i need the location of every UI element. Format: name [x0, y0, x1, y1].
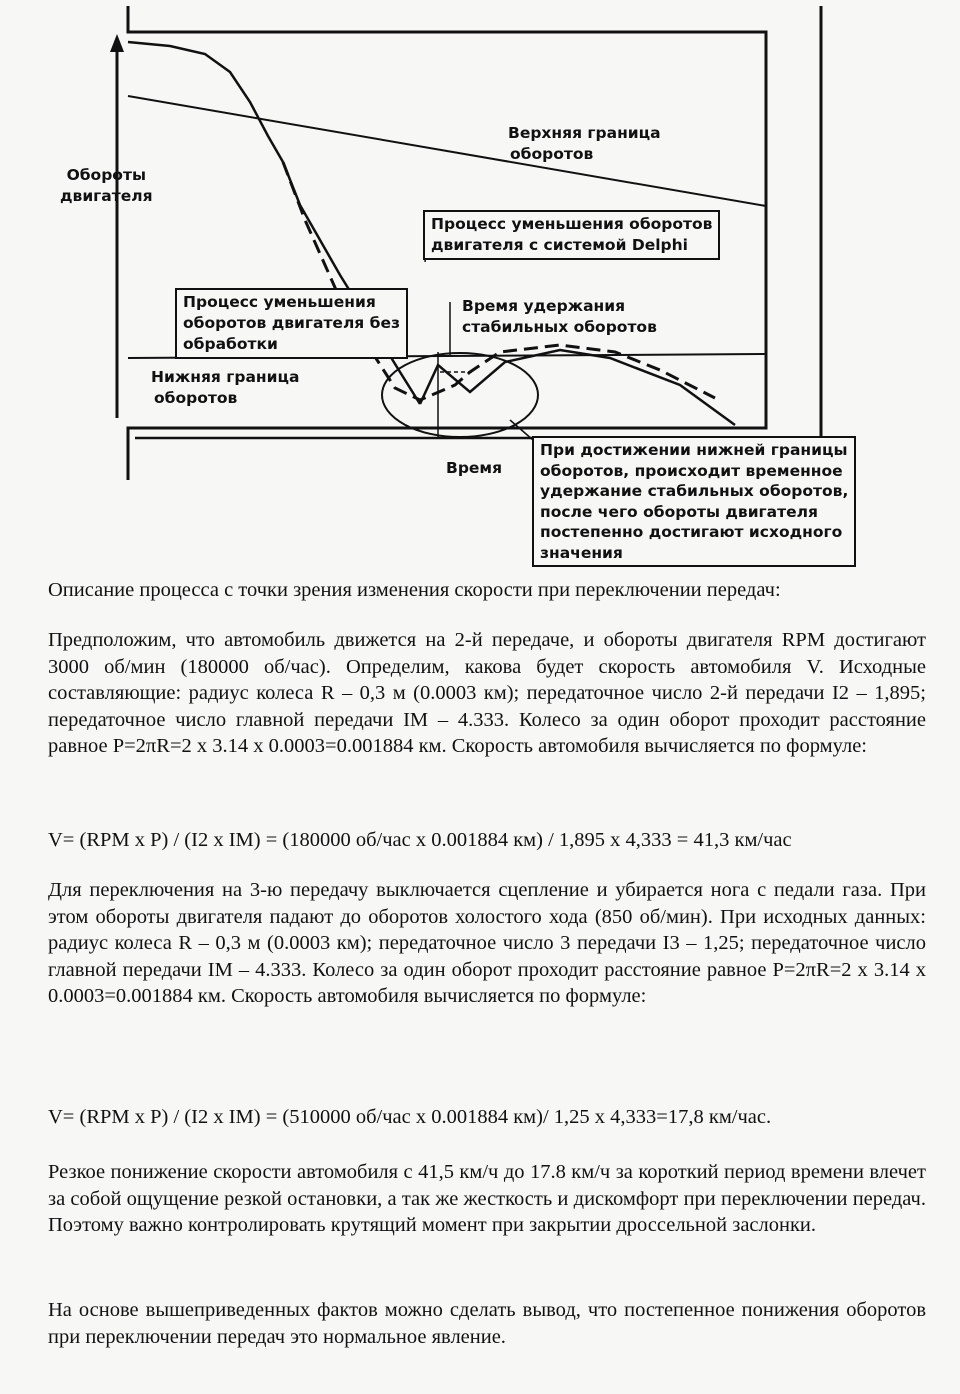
- paragraph-conclusion: На основе вышеприведенных фактов можно сделать вывод, что постепенное понижения оборотов при переключении передач это нормальное явление.: [48, 1299, 926, 1348]
- y-axis-label: Обороты двигателя: [60, 166, 153, 205]
- x-axis-label: Время: [446, 459, 503, 477]
- section-heading: Описание процесса с точки зрения изменения скорости при переключении передач:: [48, 579, 781, 601]
- formula-gear3: V= (RPM x P) / (I2 x IM) = (510000 об/час x 0.001884 км)/ 1,25 x 4,333=17,8 км/час.: [48, 1106, 772, 1128]
- stable-hold-label: Время удержания стабильных оборотов: [462, 297, 657, 336]
- note-label: При достижении нижней границы оборотов, происходит временное удержание стабильных оборотов, после чего обороты двигателя постепенно достигают исходного значения: [532, 436, 856, 567]
- rpm-curve-hold: [420, 350, 735, 425]
- paragraph-gear2: Предположим, что автомобиль движется на 2-й передаче, и обороты двигателя RPM достигают 3000 об/мин (180000 об/час). Определим, какова будет скорость автомобиля V. Исходные составляющие: радиус колеса R – 0,3 м (0.0003 км); передаточное число 2-й передачи I2 – 1,895; передаточное число главной передачи IM – 4.333. Колесо за один оборот проходит расстояние равное P=2πR=2 x 3.14 x 0.0003=0.001884 км. Скорость автомобиля вычисляется по формуле:: [48, 629, 926, 757]
- rpm-curve-top: [128, 42, 283, 162]
- paragraph-speed-drop: Резкое понижение скорости автомобиля с 41,5 км/ч до 17.8 км/ч за короткий период времени влечет за собой ощущение резкой остановки, а так же жесткость и дискомфорт при переключении передач. Поэтому важно контролировать крутящий момент при закрытии дроссельной заслонки.: [48, 1161, 926, 1236]
- lower-limit-label: Нижняя граница оборотов: [148, 367, 302, 409]
- paragraph-gear3: Для переключения на 3-ю передачу выключается сцепление и убирается нога с педали газа. При этом обороты двигателя падают до оборотов холостого хода (850 об/мин). При исходных данных: радиус колеса R – 0,3 м (0.0003 км); передаточное число 3 передачи I3 – 1,25; передаточное число главной передачи IM – 4.333. Колесо за один оборот проходит расстояние равное P=2πR=2 x 3.14 x 0.0003=0.001884 км. Скорость автомобиля вычисляется по формуле:: [48, 879, 926, 1007]
- upper-limit-line: [128, 96, 766, 206]
- rpm-curve-delphi: [283, 162, 715, 400]
- upper-limit-label: Верхняя граница оборотов: [508, 124, 661, 163]
- y-axis-arrow-icon: [110, 34, 124, 52]
- formula-gear2: V= (RPM x P) / (I2 x IM) = (180000 об/час x 0.001884 км) / 1,895 x 4,333 = 41,3 км/час: [48, 829, 792, 851]
- delphi-process-label: Процесс уменьшения оборотов двигателя с системой Delphi: [423, 210, 720, 260]
- no-processing-label: Процесс уменьшения оборотов двигателя без обработки: [175, 288, 408, 359]
